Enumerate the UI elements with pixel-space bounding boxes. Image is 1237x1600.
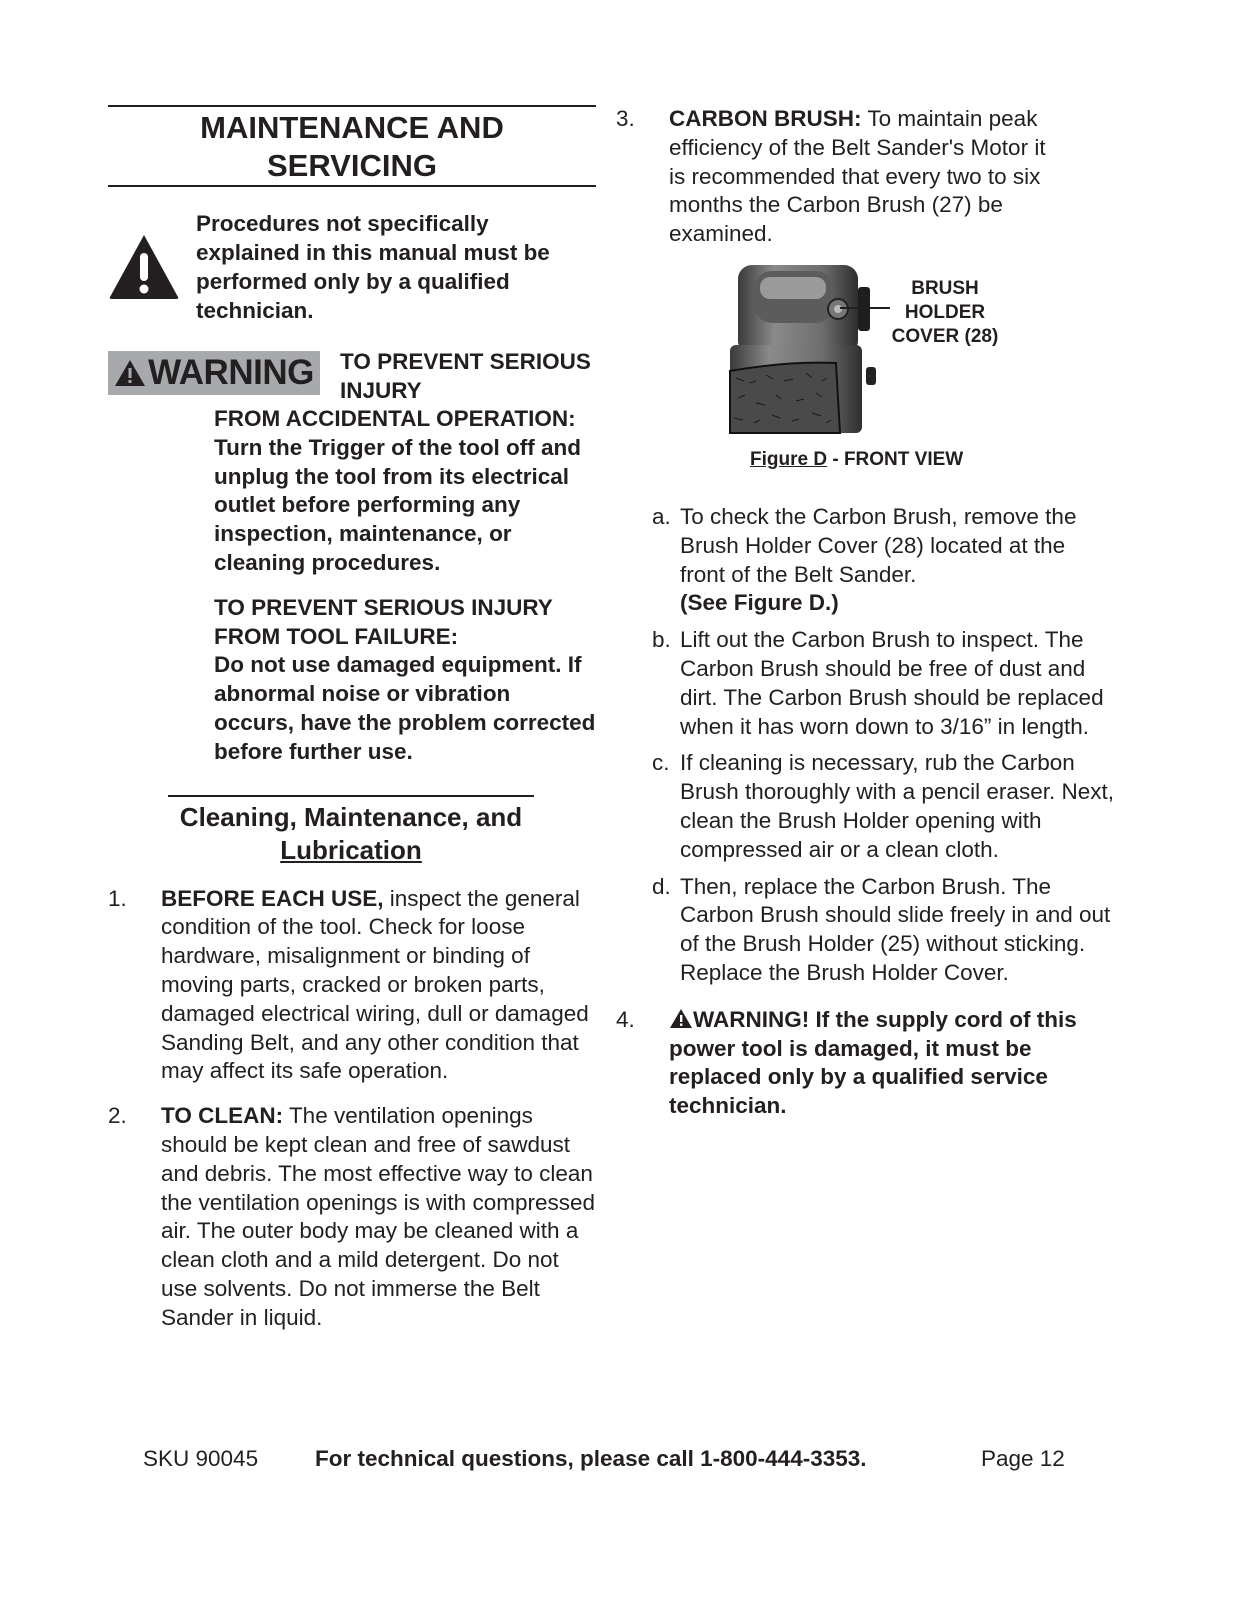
item-text: The ventilation openings should be kept clean and free of sawdust and debris. The most effective way to clean the ventilation openings is with compressed air. The outer body may be cleaned with a clean cloth and a mild detergent. Do not use solvents. Do not immerse the Belt Sander in liquid. [161, 1103, 595, 1330]
warning-body [108, 347, 596, 767]
sub-item-b [652, 626, 1116, 741]
list-item-3 [616, 105, 1116, 249]
item-number: 2. [108, 1103, 127, 1129]
callout-line-2: HOLDER [904, 301, 986, 323]
callout-line-3: COVER (28) [891, 325, 999, 347]
item-lead: CARBON BRUSH: [669, 106, 862, 131]
item-text: inspect the general condition of the tool. Check for loose hardware, misalignment or binding of moving parts, cracked or broken parts, damaged electrical wiring, dull or damaged Sanding Belt, and any other condition that may affect its safe operation. [161, 885, 589, 1084]
warning-heading: TO PREVENT SERIOUS INJURY [340, 349, 591, 403]
list-item-4 [616, 1006, 1116, 1121]
warning-p1-body: Turn the Trigger of the tool off and unplug the tool from its electrical outlet before performing any inspection, maintenance, or cleaning procedures. [214, 434, 582, 575]
subheading-line-2: Lubrication [280, 834, 422, 865]
sub-item-a [652, 503, 1116, 618]
item-body [161, 1102, 596, 1332]
callout-line-1: BRUSH [911, 277, 979, 299]
item-lead: TO CLEAN: [161, 1103, 284, 1129]
item-number: 4. [616, 1006, 635, 1032]
warning-paragraph-2 [214, 594, 596, 767]
sku-number: SKU 90045 [143, 1446, 259, 1471]
sub-item-d [652, 873, 1116, 988]
caution-triangle-icon [108, 233, 180, 301]
sub-item-text: If cleaning is necessary, rub the Carbon Brush thoroughly with a pencil eraser. Next, clean the Brush Holder opening with compressed air or a clean cloth. [680, 750, 1114, 862]
warning-triangle-icon [669, 1008, 693, 1029]
item-body [669, 1006, 1116, 1121]
sub-item-text: Lift out the Carbon Brush to inspect. The Carbon Brush should be free of dust and dirt. The Carbon Brush should be replaced when it has worn down to 3/16” in length. [680, 627, 1104, 739]
warning-block [108, 347, 596, 767]
subheading-line-1: Cleaning, Maintenance, and [179, 801, 523, 832]
sub-item-letter: a. [652, 503, 671, 529]
warning-triangle-icon [114, 359, 146, 387]
section-subheading [168, 795, 534, 867]
item-body [161, 885, 596, 1087]
item-body [669, 105, 1116, 249]
sub-item-letter: b. [652, 627, 671, 653]
right-column [616, 105, 1116, 1121]
figure-caption [750, 449, 963, 471]
support-phone-text: For technical questions, please call 1-800-444-3353. [315, 1446, 867, 1471]
caption-text: - FRONT VIEW [827, 448, 964, 470]
item-lead: BEFORE EACH USE, [161, 885, 384, 911]
caution-text: Procedures not specifically explained in this manual must be performed only by a qualified technician. [196, 211, 550, 323]
caption-label: Figure D [750, 448, 828, 470]
left-column [108, 105, 596, 1333]
warning-label: WARNING [148, 353, 314, 392]
list-item-1 [108, 885, 596, 1087]
page-title [108, 105, 596, 187]
item-number: 1. [108, 885, 127, 911]
figure-reference: (See Figure D.) [680, 590, 839, 616]
warning-p1-head: FROM ACCIDENTAL OPERATION: [214, 406, 576, 431]
caution-notice [108, 209, 596, 325]
callout-leader-line [840, 305, 890, 311]
item-text: WARNING! If the supply cord of this power tool is damaged, it must be replaced only by a qualified service technician. [669, 1006, 1077, 1119]
list-item-2 [108, 1102, 596, 1332]
sub-item-letter: c. [652, 750, 670, 776]
title-line-1: MAINTENANCE AND [200, 110, 504, 145]
figure-callout [886, 277, 1004, 349]
sub-item-text: To check the Carbon Brush, remove the Brush Holder Cover (28) located at the front of the Belt Sander. [680, 503, 1077, 587]
title-line-2: SERVICING [267, 148, 437, 183]
sub-item-body [680, 503, 1116, 618]
warning-p2-head: TO PREVENT SERIOUS INJURY FROM TOOL FAILURE: [214, 594, 553, 649]
item-number: 3. [616, 106, 635, 131]
warning-p2-body: Do not use damaged equipment. If abnormal noise or vibration occurs, have the problem corrected before further use. [214, 652, 596, 764]
warning-badge [108, 351, 320, 395]
page-number: Page 12 [981, 1446, 1065, 1471]
sub-item-text: Then, replace the Carbon Brush. The Carbon Brush should slide freely in and out of the Brush Holder (25) without sticking. Replace the Brush Holder Cover. [680, 873, 1111, 985]
belt-sander-front-view-image [726, 263, 876, 435]
warning-paragraph-1 [214, 405, 596, 578]
sub-item-c [652, 749, 1116, 864]
figure-d [616, 263, 1116, 503]
sub-item-letter: d. [652, 873, 671, 899]
item-text: To maintain peak efficiency of the Belt Sander's Motor it is recommended that every two to six months the Carbon Brush (27) be examined. [669, 106, 1046, 247]
